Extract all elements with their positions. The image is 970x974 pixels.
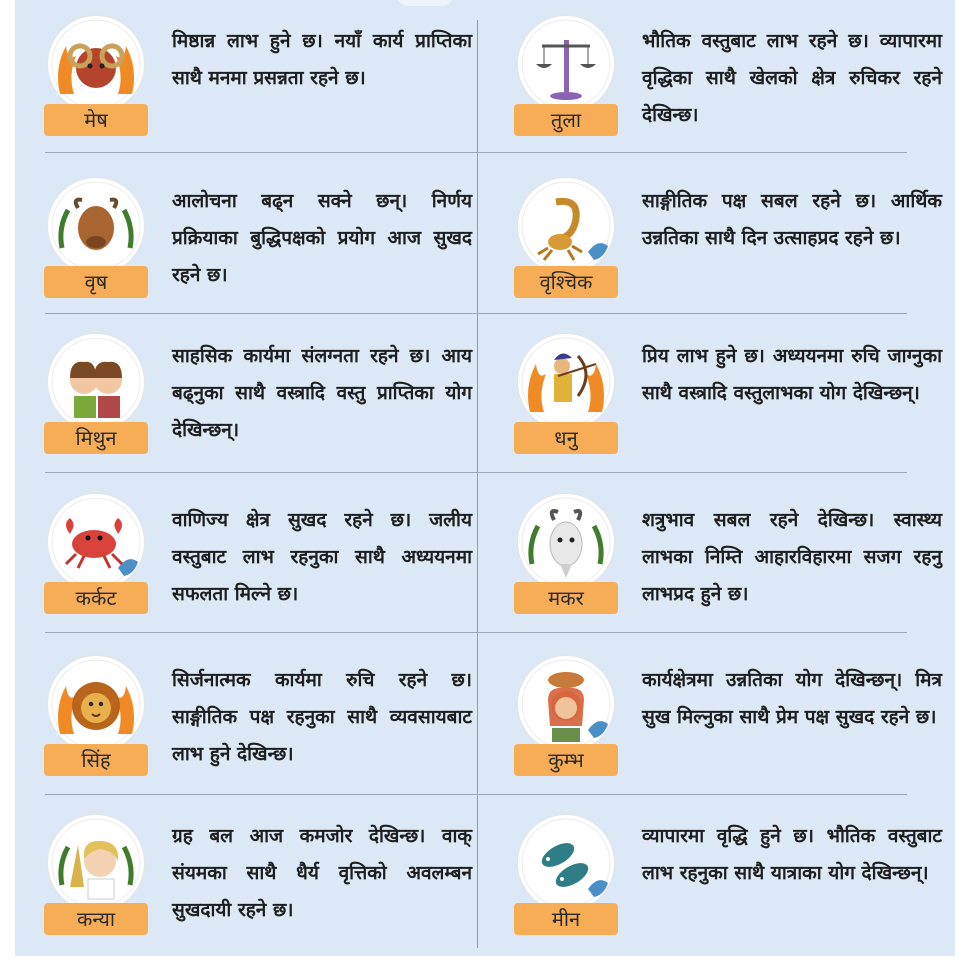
lion-icon (48, 656, 144, 752)
horoscope-text: कार्यक्षेत्रमा उन्नतिका योग देखिन्छन्। मित्र सुख मिल्नुका साथै प्रेम पक्ष सुखद रहने छ। (642, 669, 942, 728)
zodiac-badge (44, 332, 148, 450)
zodiac-badge (44, 813, 148, 931)
bull-icon (48, 178, 144, 274)
horoscope-text: आलोचना बढ्न सक्ने छन्। निर्णय प्रक्रियाका बुद्धिपक्षको प्रयोग आज सुखद रहने छ। (172, 190, 472, 286)
zodiac-name-label: धनु (514, 422, 618, 454)
horoscope-text: वाणिज्य क्षेत्र सुखद रहने छ। जलीय वस्तुबाट लाभ रहनुका साथै अध्ययनमा सफलता मिल्ने छ। (172, 509, 472, 605)
zodiac-name-label: मेष (44, 104, 148, 136)
crab-icon (48, 494, 144, 590)
maiden-icon (48, 815, 144, 911)
horoscope-text: प्रिय लाभ हुने छ। अध्ययनमा रुचि जाग्नुका साथै वस्त्रादि वस्तुलाभका योग देखिन्छन्। (642, 345, 942, 404)
fish-icon (518, 815, 614, 911)
zodiac-name-label: कन्या (44, 903, 148, 935)
horoscope-text: मिष्ठान्न लाभ हुने छ। नयाँ कार्य प्राप्तिका साथै मनमा प्रसन्नता रहने छ। (172, 30, 472, 89)
scales-icon (518, 16, 614, 112)
zodiac-badge (44, 492, 148, 610)
zodiac-name-label: वृष (44, 266, 148, 298)
goat-icon (518, 494, 614, 590)
zodiac-name-label: सिंह (44, 744, 148, 776)
zodiac-badge (514, 654, 618, 772)
zodiac-name-label: तुला (514, 104, 618, 136)
zodiac-badge (514, 14, 618, 132)
horoscope-entry-kanya (44, 813, 484, 963)
zodiac-name-label: कर्कट (44, 582, 148, 614)
zodiac-name-label: मकर (514, 582, 618, 614)
zodiac-badge (44, 14, 148, 132)
zodiac-name-label: वृश्चिक (514, 266, 618, 298)
horoscope-entry-dhanu (514, 332, 954, 482)
zodiac-name-label: कुम्भ (514, 744, 618, 776)
horoscope-text: सिर्जनात्मक कार्यमा रुचि रहने छ। साङ्गीतिक पक्ष रहनुका साथै व्यवसायबाट लाभ हुने देखिन्छ। (172, 669, 472, 765)
horoscope-entry-kumbha (514, 654, 954, 804)
horoscope-entry-simha (44, 654, 484, 804)
zodiac-badge (514, 813, 618, 931)
horoscope-entry-mithun (44, 332, 484, 482)
zodiac-name-label: मिथुन (44, 422, 148, 454)
horoscope-entry-vrish (44, 176, 484, 326)
horoscope-text: ग्रह बल आज कमजोर देखिन्छ। वाक् संयमका साथै धैर्य वृत्तिको अवलम्बन सुखदायी रहने छ। (172, 825, 472, 921)
horoscope-text: व्यापारमा वृद्धि हुने छ। भौतिक वस्तुबाट लाभ रहनुका साथै यात्राका योग देखिन्छन्। (642, 825, 942, 884)
horoscope-entry-tula (514, 14, 954, 164)
zodiac-badge (44, 176, 148, 294)
archer-icon (518, 334, 614, 430)
twins-icon (48, 334, 144, 430)
horoscope-text: साहसिक कार्यमा संलग्नता रहने छ। आय बढ्नुका साथै वस्त्रादि वस्तु प्राप्तिका योग देखिन्छन्। (172, 345, 472, 441)
horoscope-entry-vrishchik (514, 176, 954, 326)
scorpion-icon (518, 178, 614, 274)
horoscope-text: शत्रुभाव सबल रहने देखिन्छ। स्वास्थ्य लाभका निम्ति आहारविहारमा सजग रहनु लाभप्रद हुने छ। (642, 509, 942, 605)
horoscope-entry-mesh (44, 14, 484, 164)
zodiac-name-label: मीन (514, 903, 618, 935)
horoscope-text: साङ्गीतिक पक्ष सबल रहने छ। आर्थिक उन्नतिका साथै दिन उत्साहप्रद रहने छ। (642, 190, 942, 249)
horoscope-entry-makar (514, 492, 954, 642)
horoscope-entry-meen (514, 813, 954, 963)
zodiac-badge (44, 654, 148, 772)
ram-icon (48, 16, 144, 112)
horoscope-entry-karkat (44, 492, 484, 642)
horoscope-text: भौतिक वस्तुबाट लाभ रहने छ। व्यापारमा वृद्धिका साथै खेलको क्षेत्र रुचिकर रहने देखिन्छ। (642, 30, 942, 126)
water-bearer-icon (518, 656, 614, 752)
zodiac-badge (514, 332, 618, 450)
zodiac-badge (514, 176, 618, 294)
zodiac-badge (514, 492, 618, 610)
